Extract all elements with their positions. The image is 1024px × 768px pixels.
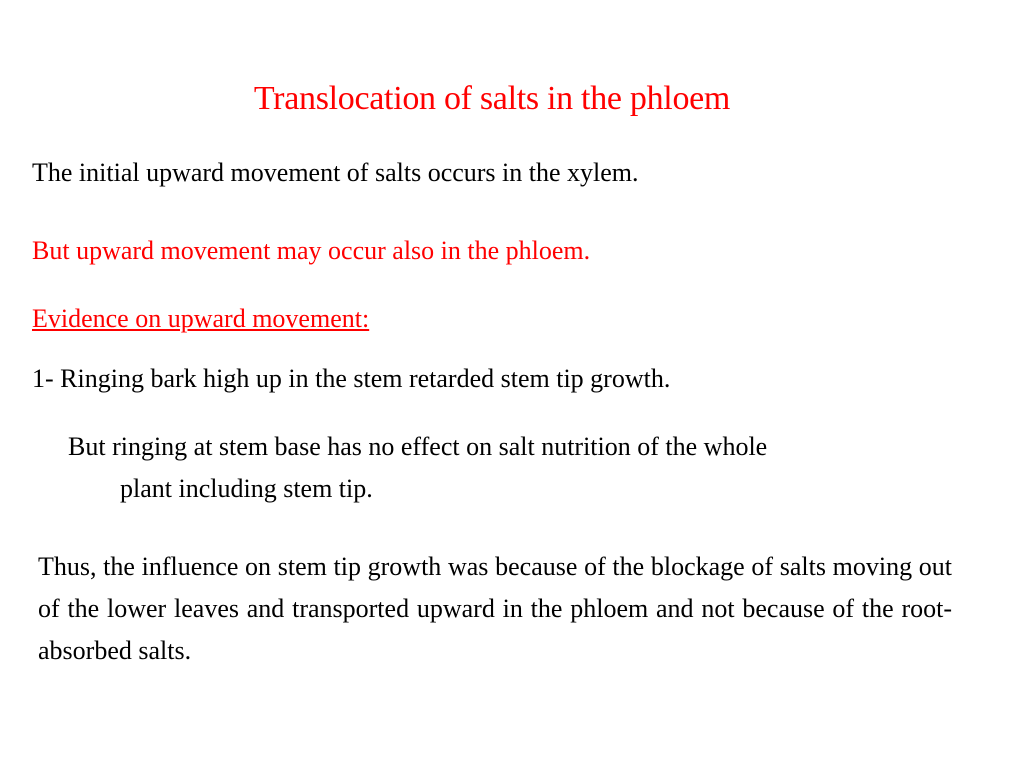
slide-title: Translocation of salts in the phloem <box>253 80 731 117</box>
phloem-statement: But upward movement may occur also in the phloem. <box>32 236 591 265</box>
evidence-heading: Evidence on upward movement: <box>32 304 370 333</box>
evidence-point-1: 1- Ringing bark high up in the stem retarded stem tip growth. <box>32 364 671 393</box>
ringing-note-line-1: But ringing at stem base has no effect on salt nutrition of the whole <box>68 432 768 461</box>
ringing-note <box>68 426 952 510</box>
ringing-note-line-2: plant including stem tip. <box>120 474 373 503</box>
intro-statement: The initial upward movement of salts occurs in the xylem. <box>32 158 639 187</box>
conclusion-paragraph: Thus, the influence on stem tip growth was because of the blockage of salts moving out of the lower leaves and transported upward in the phloem and not because of the root-absorbed salts. <box>38 552 952 665</box>
